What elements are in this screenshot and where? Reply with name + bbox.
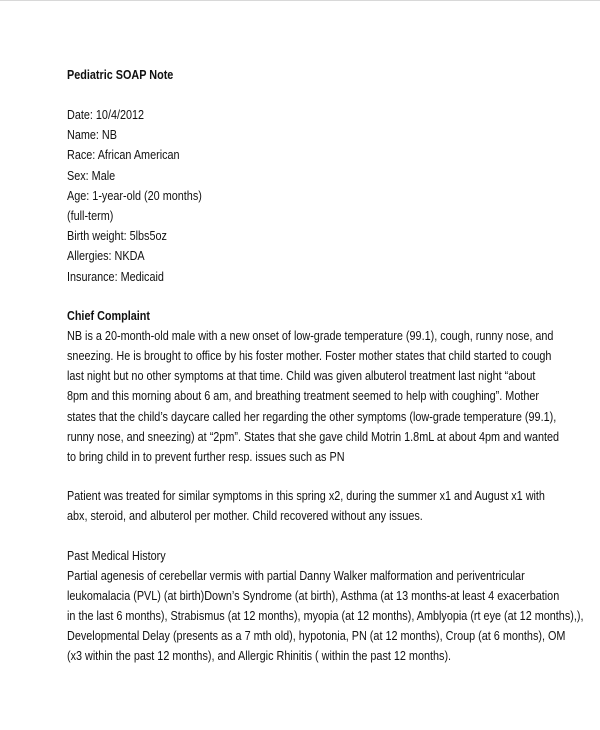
paragraph-line: (x3 within the past 12 months), and Allergic Rhinitis ( within the past 12 months).: [67, 649, 452, 664]
paragraph-line: sneezing. He is brought to office by his foster mother. Foster mother states that child started to cough: [67, 349, 552, 364]
paragraph-line: states that the child’s daycare called her regarding the other symptoms (low-grade temperature (99.1),: [67, 409, 557, 424]
demographic-sex: Sex: Male: [67, 168, 116, 183]
document-content: [67, 65, 584, 667]
demographic-age: Age: 1-year-old (20 months): [67, 188, 202, 203]
past-medical-history-paragraph: [67, 566, 584, 667]
paragraph-line: to bring child in to prevent further resp. issues such as PN: [67, 450, 345, 465]
demographic-birth-weight: Birth weight: 5lbs5oz: [67, 229, 167, 244]
paragraph-line: runny nose, and sneezing) at “2pm”. States that she gave child Motrin 1.8mL at about 4pm and wanted: [67, 429, 560, 444]
chief-complaint-paragraph-2: [67, 486, 545, 526]
demographic-race: Race: African American: [67, 148, 180, 163]
demographics-block: [67, 105, 537, 287]
paragraph-line: last night but no other symptoms at that time. Child was given albuterol treatment last night “about: [67, 369, 536, 384]
chief-complaint-paragraph-1: [67, 326, 560, 467]
demographic-name: Name: NB: [67, 128, 117, 143]
paragraph-line: in the last 6 months), Strabismus (at 12 months), myopia (at 12 months), Amblyopia (rt eye (at 12 months),),: [67, 609, 584, 624]
paragraph-line: Patient was treated for similar symptoms in this spring x2, during the summer x1 and August x1 with: [67, 489, 545, 504]
demographic-insurance: Insurance: Medicaid: [67, 269, 164, 284]
chief-complaint-heading: Chief Complaint: [67, 308, 151, 323]
paragraph-line: NB is a 20-month-old male with a new onset of low-grade temperature (99.1), cough, runny nose, and: [67, 328, 554, 343]
paragraph-line: Partial agenesis of cerebellar vermis with partial Danny Walker malformation and periventricular: [67, 568, 525, 583]
paragraph-line: Developmental Delay (presents as a 7 mth old), hypotonia, PN (at 12 months), Croup (at 6 months), OM: [67, 629, 566, 644]
past-medical-history-heading: Past Medical History: [67, 548, 166, 563]
paragraph-line: 8pm and this morning about 6 am, and breathing treatment seemed to help with coughing”. Mother: [67, 389, 540, 404]
demographic-term: (full-term): [67, 209, 114, 224]
demographic-allergies: Allergies: NKDA: [67, 249, 145, 264]
demographic-date: Date: 10/4/2012: [67, 108, 145, 122]
document-title: Pediatric SOAP Note: [67, 68, 174, 82]
paragraph-line: leukomalacia (PVL) (at birth)Down’s Syndrome (at birth), Asthma (at 13 months-at least 4 exacerbation: [67, 588, 560, 603]
paragraph-line: abx, steroid, and albuterol per mother. Child recovered without any issues.: [67, 509, 423, 524]
